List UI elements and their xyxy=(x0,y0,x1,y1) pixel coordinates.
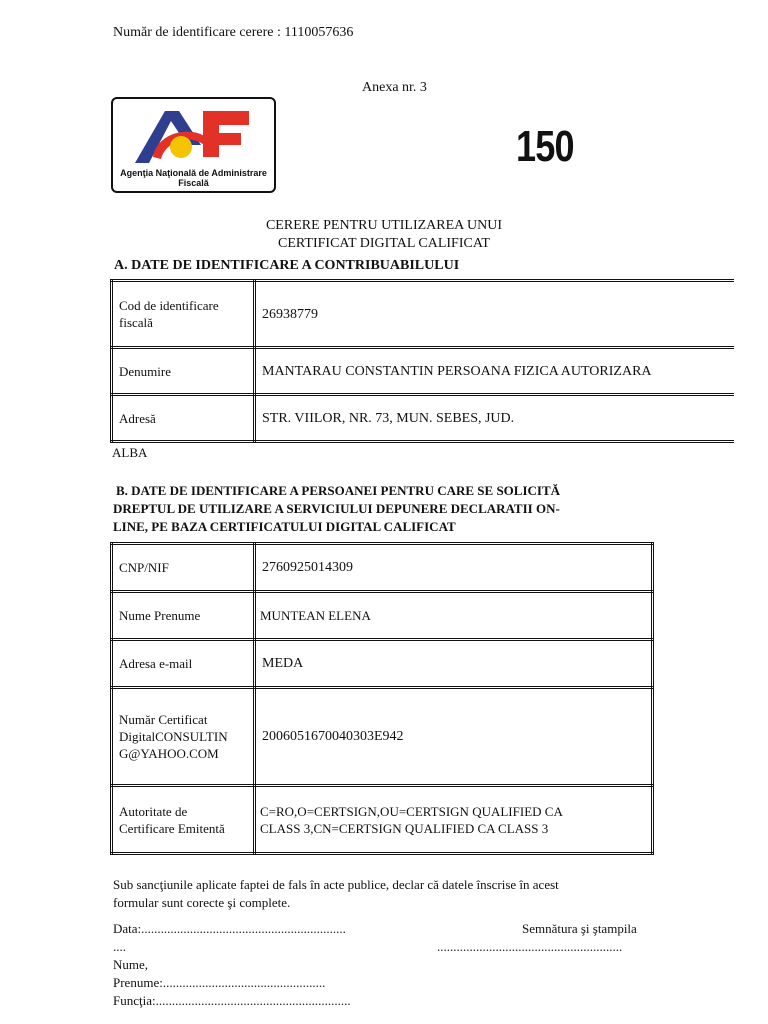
request-id: Număr de identificare cerere : 1110057636 xyxy=(113,25,354,40)
adresa-label: Adresă xyxy=(112,395,255,442)
declaration-line2: formular sunt corecte şi complete. xyxy=(113,895,291,910)
declaration-line1: Sub sancţiunile aplicate faptei de fals în acte publice, declar că datele înscrise în acest xyxy=(113,877,559,892)
prenume-dots: .................................................. xyxy=(162,975,326,990)
form-number: 150 xyxy=(516,122,574,171)
authority-value xyxy=(255,786,653,854)
table-row xyxy=(112,395,735,442)
email-value: MEDA xyxy=(255,640,653,688)
authority-value-line1: C=RO,O=CERTSIGN,OU=CERTSIGN QUALIFIED CA xyxy=(260,803,563,819)
address-overflow: ALBA xyxy=(112,445,148,460)
table-row xyxy=(112,688,653,786)
data-field xyxy=(113,921,346,937)
data-dots: ............................................................... xyxy=(141,921,346,936)
section-b-heading-line1: B. DATE DE IDENTIFICARE A PERSOANEI PENTRU CARE SE SOLICITĂ xyxy=(116,483,561,498)
table-row xyxy=(112,348,735,395)
email-label: Adresa e-mail xyxy=(112,640,255,688)
certificate-number-value: 2006051670040303E942 xyxy=(255,688,653,786)
prenume-field xyxy=(113,975,325,991)
section-b-table xyxy=(110,542,654,855)
signature-label: Semnătura şi ştampila xyxy=(522,921,637,936)
cif-label: Cod de identificare fiscală xyxy=(112,281,255,348)
functia-field xyxy=(113,993,351,1009)
nume-value: MUNTEAN ELENA xyxy=(255,592,653,640)
annex-label: Anexa nr. 3 xyxy=(362,80,427,95)
cnp-value: 2760925014309 xyxy=(255,544,653,592)
logo-text-line2: Fiscală xyxy=(178,178,209,188)
authority-value-line2: CLASS 3,CN=CERTSIGN QUALIFIED CA CLASS 3 xyxy=(260,820,549,836)
table-row xyxy=(112,786,653,854)
table-row xyxy=(112,544,653,592)
section-b-heading-line3: LINE, PE BAZA CERTIFICATULUI DIGITAL CALIFICAT xyxy=(113,519,456,534)
title-line1: CERERE PENTRU UTILIZAREA UNUI xyxy=(265,218,503,233)
table-row xyxy=(112,281,735,348)
authority-label xyxy=(112,786,255,854)
cert-label-line2: DigitalCONSULTIN xyxy=(119,729,228,744)
functia-label: Funcţia: xyxy=(113,993,156,1008)
denumire-value: MANTARAU CONSTANTIN PERSOANA FIZICA AUTORIZARA xyxy=(255,348,735,395)
prenume-label: Prenume: xyxy=(113,975,163,990)
cif-value: 26938779 xyxy=(255,281,735,348)
denumire-label: Denumire xyxy=(112,348,255,395)
data-label: Data: xyxy=(113,921,142,936)
data-dots-continued: .... xyxy=(113,939,126,954)
authority-label-line2: Certificare Emitentă xyxy=(119,820,225,836)
table-row xyxy=(112,592,653,640)
section-a-heading: A. DATE DE IDENTIFICARE A CONTRIBUABILULUI xyxy=(114,258,460,273)
section-a-table xyxy=(110,279,734,443)
anaf-logo xyxy=(111,97,276,193)
nume-label: Nume Prenume xyxy=(112,592,255,640)
table-row xyxy=(112,640,653,688)
functia-dots: ............................................................ xyxy=(155,993,351,1008)
cert-label-line3: G@YAHOO.COM xyxy=(119,746,219,761)
authority-label-line1: Autoritate de xyxy=(119,803,188,819)
adresa-value: STR. VIILOR, NR. 73, MUN. SEBES, JUD. xyxy=(255,395,735,442)
signature-dots: ......................................................... xyxy=(437,939,623,954)
cnp-label: CNP/NIF xyxy=(112,544,255,592)
cert-label-line1: Număr Certificat xyxy=(119,712,208,727)
certificate-number-label xyxy=(112,688,255,786)
title-line2: CERTIFICAT DIGITAL CALIFICAT xyxy=(278,236,490,251)
section-b-heading-line2: DREPTUL DE UTILIZARE A SERVICIULUI DEPUNERE DECLARATII ON- xyxy=(113,501,560,516)
name-label: Nume, xyxy=(113,957,149,972)
logo-text-line1: Agenţia Naţională de Administrare xyxy=(120,168,267,178)
